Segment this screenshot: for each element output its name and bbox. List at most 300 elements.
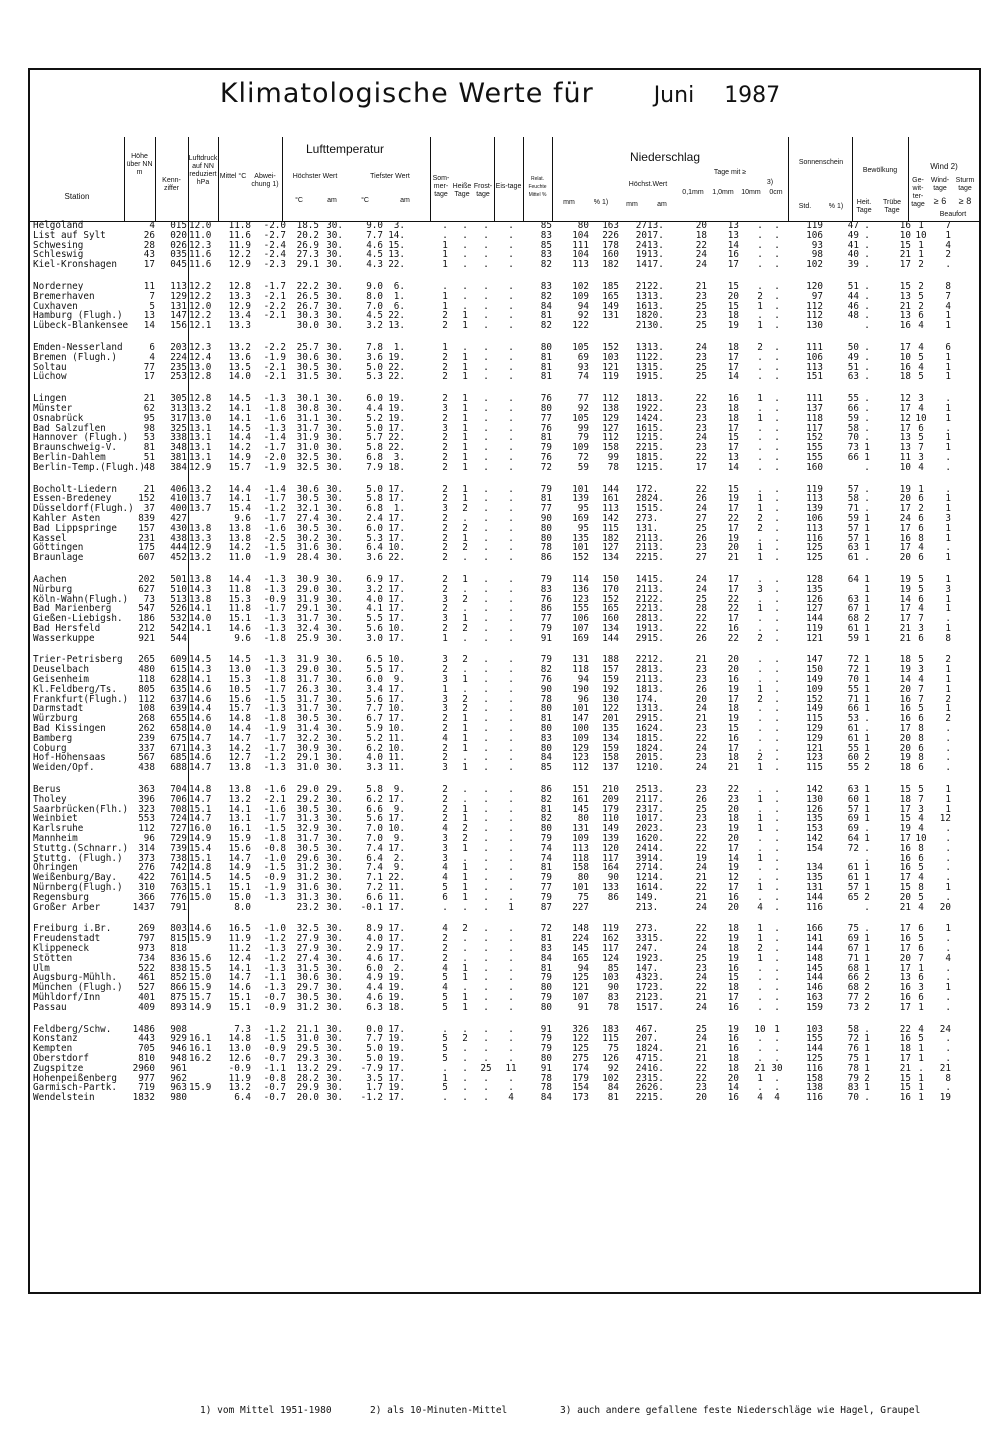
cell-days-0cm: . [774, 674, 780, 686]
cell-sun-pct: 61 [847, 872, 859, 884]
cell-height: 553 [138, 813, 155, 825]
cell-height: 202 [138, 573, 155, 585]
cell-thunder-days: 1 [918, 220, 924, 231]
cell-max: 30.5 [296, 493, 319, 505]
cell-mean: 14.8 [228, 1033, 251, 1045]
cell-max-day: 30. [326, 593, 343, 605]
cell-code: 544 [170, 632, 187, 644]
cell-days-10mm: . [757, 784, 763, 796]
cell-pressure: 15.9 [189, 982, 212, 994]
cell-pressure: 14.1 [189, 622, 212, 634]
cell-thunder-days: 5 [918, 862, 924, 874]
cell-station: Bocholt-Liedern [33, 483, 117, 495]
cell-precip-pct: 129 [602, 412, 619, 424]
cell-overcast-days: 13 [899, 290, 911, 302]
cell-overcast-days: 18 [899, 371, 911, 383]
cell-sun-hours: 113 [806, 361, 823, 373]
cell-sun-pct: 63 [847, 784, 859, 796]
cell-hot-days: 2 [462, 654, 468, 666]
cell-min-day: 17. [388, 1092, 405, 1104]
cell-deviation: -1.7 [263, 742, 286, 754]
cell-sun-pct: 61 [847, 723, 859, 735]
cell-days-10mm: . [757, 962, 763, 974]
cell-humidity: 80 [540, 1052, 552, 1064]
cell-min-day: 1. [393, 341, 405, 353]
cell-frost-days: . [483, 793, 489, 805]
cell-wind-6: 1 [945, 532, 951, 544]
cell-wind-6: 19 [939, 1092, 951, 1104]
cell-sun-hours: 113 [806, 522, 823, 534]
cell-overcast-days: 16 [899, 982, 911, 994]
cell-hot-days: . [462, 1023, 468, 1035]
cell-sun-hours: 116 [806, 532, 823, 544]
cell-precip-mm: 92 [577, 310, 589, 322]
cell-ice-days: . [508, 613, 514, 625]
cell-clear-days: 1 [864, 632, 870, 644]
cell-humidity: 83 [540, 583, 552, 595]
cell-clear-days: 1 [864, 1043, 870, 1055]
cell-min-day: 19. [388, 1033, 405, 1045]
cell-thunder-days: 4 [918, 674, 924, 686]
cell-sun-hours: 128 [806, 573, 823, 585]
cell-max-day: 30. [326, 852, 343, 864]
cell-precip-max: 22 [635, 442, 647, 454]
cell-height: 547 [138, 603, 155, 615]
cell-thunder-days: 3 [918, 982, 924, 994]
cell-days-10: 20 [727, 542, 739, 554]
cell-clear-days: 1 [864, 1062, 870, 1074]
cell-summer-days: 1 [442, 632, 448, 644]
cell-sun-pct: 40 [847, 249, 859, 261]
cell-hot-days: . [462, 341, 468, 353]
cell-precip-mm: 135 [572, 532, 589, 544]
cell-precip-pct: 185 [602, 280, 619, 292]
cell-height: 921 [138, 632, 155, 644]
cell-days-01: 17 [695, 461, 707, 473]
cell-precip-pct: 130 [602, 693, 619, 705]
cell-days-10: 22 [727, 784, 739, 796]
cell-min-day: 1. [393, 290, 405, 302]
cell-overcast-days: 19 [899, 573, 911, 585]
cell-min-day: 1. [393, 503, 405, 515]
cell-sun-hours: 150 [806, 664, 823, 676]
cell-height: 4 [149, 351, 155, 363]
cell-days-01: 21 [695, 872, 707, 884]
cell-deviation: -1.8 [263, 833, 286, 845]
cell-min-day: 9. [393, 784, 405, 796]
cell-days-0cm: . [774, 713, 780, 725]
cell-humidity: 80 [540, 522, 552, 534]
cell-ice-days: . [508, 412, 514, 424]
cell-pressure: 12.4 [189, 351, 212, 363]
cell-height: 5 [149, 300, 155, 312]
header-hmax-mm: mm [626, 201, 638, 208]
cell-max: 29.5 [296, 1043, 319, 1055]
cell-days-10: 19 [727, 933, 739, 945]
cell-ice-days: . [508, 632, 514, 644]
cell-code: 961 [170, 1062, 187, 1074]
cell-days-10: 19 [727, 320, 739, 332]
cell-hot-days: . [462, 952, 468, 964]
cell-max-day: 30. [326, 1043, 343, 1055]
cell-precip-max-day: 15. [647, 1072, 664, 1084]
cell-days-0cm: . [774, 522, 780, 534]
cell-days-10: 16 [727, 1033, 739, 1045]
cell-days-10mm: . [757, 891, 763, 903]
cell-thunder-days: 6 [918, 923, 924, 935]
cell-ice-days: . [508, 493, 514, 505]
cell-max-day: 30. [326, 833, 343, 845]
cell-station: Öhringen [33, 862, 78, 874]
cell-days-10mm: 2 [757, 522, 763, 534]
cell-pressure: 14.8 [189, 784, 212, 796]
cell-height: 4 [149, 220, 155, 231]
cell-wind-6: 1 [945, 402, 951, 414]
cell-height: 262 [138, 723, 155, 735]
cell-height: 363 [138, 784, 155, 796]
cell-precip-pct: 152 [602, 593, 619, 605]
cell-days-10mm: . [757, 371, 763, 383]
cell-precip-mm: 102 [572, 280, 589, 292]
cell-precip-max: 14 [635, 962, 647, 974]
cell-days-10mm: . [757, 622, 763, 634]
cell-days-0cm: . [774, 982, 780, 994]
cell-max: 31.7 [296, 703, 319, 715]
cell-min: 6.9 [366, 573, 383, 585]
cell-max: 30.6 [296, 483, 319, 495]
cell-precip-pct: 210 [602, 784, 619, 796]
cell-precip-max-day: 9. [647, 891, 659, 903]
cell-ice-days: . [508, 674, 514, 686]
table-row [33, 463, 977, 473]
cell-clear-days: . [864, 842, 870, 854]
cell-days-10mm: . [757, 280, 763, 292]
cell-precip-max: 23 [635, 1072, 647, 1084]
station-group [33, 1025, 977, 1103]
cell-hot-days: 2 [462, 703, 468, 715]
cell-min: 6.8 [366, 503, 383, 515]
cell-sun-hours: 125 [806, 552, 823, 564]
cell-station: Stuttg.(Schnarr.) [33, 842, 129, 854]
cell-precip-max-day: 23. [647, 982, 664, 994]
cell-frost-days: . [483, 842, 489, 854]
cell-mean: 15.3 [228, 674, 251, 686]
cell-thunder-days: 1 [918, 239, 924, 251]
cell-thunder-days: 4 [918, 402, 924, 414]
cell-days-10: 14 [727, 371, 739, 383]
cell-days-10mm: 1 [757, 852, 763, 864]
cell-max: 31.7 [296, 422, 319, 434]
cell-hot-days: 1 [462, 991, 468, 1003]
cell-wind-6: 1 [945, 674, 951, 686]
cell-deviation: -1.7 [263, 280, 286, 292]
cell-ice-days: . [508, 891, 514, 903]
cell-sun-hours: 93 [811, 239, 823, 251]
cell-clear-days: . [864, 310, 870, 322]
cell-precip-max: 14 [635, 891, 647, 903]
cell-station: Regensburg [33, 891, 89, 903]
cell-height: 527 [138, 982, 155, 994]
cell-overcast-days: 15 [899, 239, 911, 251]
cell-min-day: 17. [388, 422, 405, 434]
cell-sun-pct: 69 [847, 933, 859, 945]
cell-min-day: 3. [393, 451, 405, 463]
cell-min: 4.4 [366, 982, 383, 994]
cell-sun-hours: 144 [806, 1043, 823, 1055]
cell-thunder-days: 6 [918, 552, 924, 564]
cell-min: 9.0 [366, 220, 383, 231]
cell-min: 4.6 [366, 952, 383, 964]
cell-days-10: 17 [727, 991, 739, 1003]
cell-sun-hours: 117 [806, 422, 823, 434]
cell-frost-days: . [483, 693, 489, 705]
cell-precip-pct: 103 [602, 972, 619, 984]
cell-hot-days: 2 [462, 593, 468, 605]
cell-deviation: -1.7 [263, 603, 286, 615]
cell-min: 9.0 [366, 280, 383, 292]
cell-days-0cm: . [774, 229, 780, 241]
cell-sun-pct: 63 [847, 593, 859, 605]
cell-days-01: 24 [695, 503, 707, 515]
cell-max-day: 29. [326, 784, 343, 796]
cell-sun-pct: 66 [847, 402, 859, 414]
cell-thunder-days: 7 [918, 442, 924, 454]
cell-humidity: 77 [540, 613, 552, 625]
cell-min-day: 22. [388, 552, 405, 564]
cell-summer-days: 3 [442, 654, 448, 666]
cell-frost-days: . [483, 412, 489, 424]
cell-humidity: 79 [540, 1033, 552, 1045]
cell-hot-days: 1 [462, 1001, 468, 1013]
cell-humidity: 91 [540, 632, 552, 644]
cell-frost-days: . [483, 402, 489, 414]
cell-humidity: 83 [540, 229, 552, 241]
cell-precip-mm: 174 [572, 1062, 589, 1074]
cell-days-10mm: 2 [757, 290, 763, 302]
cell-overcast-days: 12 [899, 412, 911, 424]
table-row [33, 634, 977, 644]
cell-humidity: 80 [540, 341, 552, 353]
cell-precip-pct: 163 [602, 220, 619, 231]
cell-precip-pct: 86 [607, 891, 619, 903]
table-row [33, 372, 977, 382]
cell-days-10mm: . [757, 259, 763, 271]
cell-days-10: 19 [727, 952, 739, 964]
cell-days-0cm: . [774, 1072, 780, 1084]
cell-precip-max: 15 [635, 1001, 647, 1013]
cell-max-day: 30. [326, 654, 343, 666]
cell-precip-max-day: 3. [647, 901, 659, 913]
cell-days-01: 23 [695, 823, 707, 835]
cell-pressure: 14.6 [189, 713, 212, 725]
cell-days-01: 25 [695, 371, 707, 383]
cell-frost-days: . [483, 259, 489, 271]
cell-days-0cm: . [774, 393, 780, 405]
cell-min-day: 10. [388, 742, 405, 754]
cell-hot-days: . [462, 901, 468, 913]
cell-thunder-days: 1 [918, 1052, 924, 1064]
cell-station: Weinbiet [33, 813, 78, 825]
cell-days-0cm: . [774, 952, 780, 964]
cell-code: 729 [170, 833, 187, 845]
cell-precip-pct: 226 [602, 229, 619, 241]
cell-code: 908 [170, 1023, 187, 1035]
cell-thunder-days: 1 [918, 1092, 924, 1104]
cell-precip-mm: 104 [572, 229, 589, 241]
cell-hot-days: . [462, 229, 468, 241]
cell-days-01: 24 [695, 742, 707, 754]
cell-precip-pct: 121 [602, 361, 619, 373]
cell-max-day: 30. [326, 952, 343, 964]
cell-summer-days: 1 [442, 1072, 448, 1084]
cell-ice-days: . [508, 1043, 514, 1055]
cell-station: Göttingen [33, 542, 84, 554]
cell-code: 761 [170, 872, 187, 884]
cell-frost-days: . [483, 503, 489, 515]
cell-precip-max: 29 [635, 713, 647, 725]
cell-frost-days: 25 [480, 1062, 492, 1074]
cell-summer-days: 4 [442, 962, 448, 974]
cell-sun-pct: 68 [847, 982, 859, 994]
cell-precip-max-day: 13. [647, 583, 664, 595]
cell-humidity: 84 [540, 300, 552, 312]
cell-min-day: 2. [393, 962, 405, 974]
cell-days-10: 16 [727, 891, 739, 903]
cell-height: 152 [138, 493, 155, 505]
cell-station: Weißenburg/Bay. [33, 872, 117, 884]
cell-overcast-days: 18 [899, 793, 911, 805]
cell-mean: 14.4 [228, 432, 251, 444]
cell-overcast-days: 15 [899, 1072, 911, 1084]
cell-precip-max: 22 [635, 603, 647, 615]
cell-sun-pct: 46 [847, 300, 859, 312]
cell-days-10mm: . [757, 1001, 763, 1013]
cell-wind-6: . [945, 972, 951, 984]
title-main: Klimatologische Werte für [219, 78, 594, 109]
cell-precip-mm: 109 [572, 442, 589, 454]
cell-days-0cm: . [774, 693, 780, 705]
cell-precip-max: 20 [635, 823, 647, 835]
cell-thunder-days: 6 [918, 742, 924, 754]
cell-precip-mm: 123 [572, 752, 589, 764]
cell-max-day: 30. [326, 742, 343, 754]
cell-frost-days: . [483, 300, 489, 312]
cell-ice-days: . [508, 573, 514, 585]
table-row [33, 1093, 977, 1103]
cell-days-01: 24 [695, 259, 707, 271]
cell-mean: 10.5 [228, 683, 251, 695]
cell-mean: 15.1 [228, 613, 251, 625]
cell-sun-hours: 135 [806, 872, 823, 884]
cell-precip-max: 16 [635, 300, 647, 312]
cell-thunder-days: 2 [918, 503, 924, 515]
cell-min: 8.9 [366, 923, 383, 935]
cell-sun-hours: 106 [806, 229, 823, 241]
cell-thunder-days: 5 [918, 351, 924, 363]
cell-min-day: 17. [388, 813, 405, 825]
cell-precip-mm: 93 [577, 361, 589, 373]
cell-min: 2.9 [366, 943, 383, 954]
cell-precip-pct: 192 [602, 683, 619, 695]
cell-station: Hamburg (Flugh.) [33, 310, 123, 322]
cell-ice-days: . [508, 823, 514, 835]
cell-code: 400 [170, 503, 187, 515]
cell-hot-days: 1 [462, 461, 468, 473]
cell-deviation: -2.1 [263, 371, 286, 383]
cell-ice-days: . [508, 703, 514, 715]
cell-sun-hours: 116 [806, 1062, 823, 1074]
cell-frost-days: . [483, 901, 489, 913]
cell-pressure: 13.0 [189, 361, 212, 373]
cell-sun-hours: 144 [806, 943, 823, 954]
cell-mean: 14.5 [228, 422, 251, 434]
cell-precip-mm: 95 [577, 522, 589, 534]
cell-max-day: 30. [326, 664, 343, 676]
cell-summer-days: 5 [442, 1082, 448, 1094]
cell-days-10mm: . [757, 239, 763, 251]
cell-hot-days: . [462, 852, 468, 864]
cell-wind-6: 2 [945, 693, 951, 705]
cell-precip-max-day: 24. [647, 1043, 664, 1055]
cell-clear-days: 1 [864, 962, 870, 974]
cell-station: Schwesing [33, 239, 84, 251]
cell-precip-mm: 109 [572, 732, 589, 744]
cell-sun-hours: 115 [806, 713, 823, 725]
cell-pressure: 16.2 [189, 1052, 212, 1064]
cell-summer-days: 2 [442, 483, 448, 495]
cell-ice-days: . [508, 229, 514, 241]
cell-sun-pct: 73 [847, 442, 859, 454]
cell-min-day: 17. [388, 1072, 405, 1084]
cell-days-0cm: . [774, 852, 780, 864]
cell-min: 5.8 [366, 493, 383, 505]
cell-max-day: 30. [326, 341, 343, 353]
cell-summer-days: 2 [442, 603, 448, 615]
cell-precip-pct: 103 [602, 351, 619, 363]
cell-frost-days: . [483, 762, 489, 774]
cell-code: 635 [170, 683, 187, 695]
cell-precip-mm: 94 [577, 674, 589, 686]
cell-clear-days: 1 [864, 532, 870, 544]
cell-pressure: 15.9 [189, 1082, 212, 1094]
cell-summer-days: 1 [442, 259, 448, 271]
cell-pressure: 14.3 [189, 742, 212, 754]
cell-overcast-days: 19 [899, 823, 911, 835]
cell-summer-days: 2 [442, 522, 448, 534]
cell-clear-days: 2 [864, 982, 870, 994]
cell-height: 396 [138, 793, 155, 805]
cell-wind-6: 1 [945, 593, 951, 605]
cell-clear-days: 2 [864, 762, 870, 774]
cell-code: 427 [170, 512, 187, 524]
cell-ice-days: . [508, 882, 514, 894]
cell-max-day: 30. [326, 901, 343, 913]
cell-min: 4.9 [366, 972, 383, 984]
cell-max-day: 30. [326, 552, 343, 564]
cell-precip-mm: 104 [572, 249, 589, 261]
cell-summer-days: 2 [442, 432, 448, 444]
cell-sun-hours: 141 [806, 933, 823, 945]
cell-frost-days: . [483, 483, 489, 495]
cell-min: 5.9 [366, 723, 383, 735]
cell-sun-hours: 166 [806, 923, 823, 935]
cell-summer-days: . [442, 1092, 448, 1104]
cell-sun-hours: 126 [806, 803, 823, 815]
cell-hot-days: 1 [462, 310, 468, 322]
cell-min: 7.7 [366, 229, 383, 241]
cell-precip-max-day: 10. [647, 762, 664, 774]
cell-frost-days: . [483, 583, 489, 595]
